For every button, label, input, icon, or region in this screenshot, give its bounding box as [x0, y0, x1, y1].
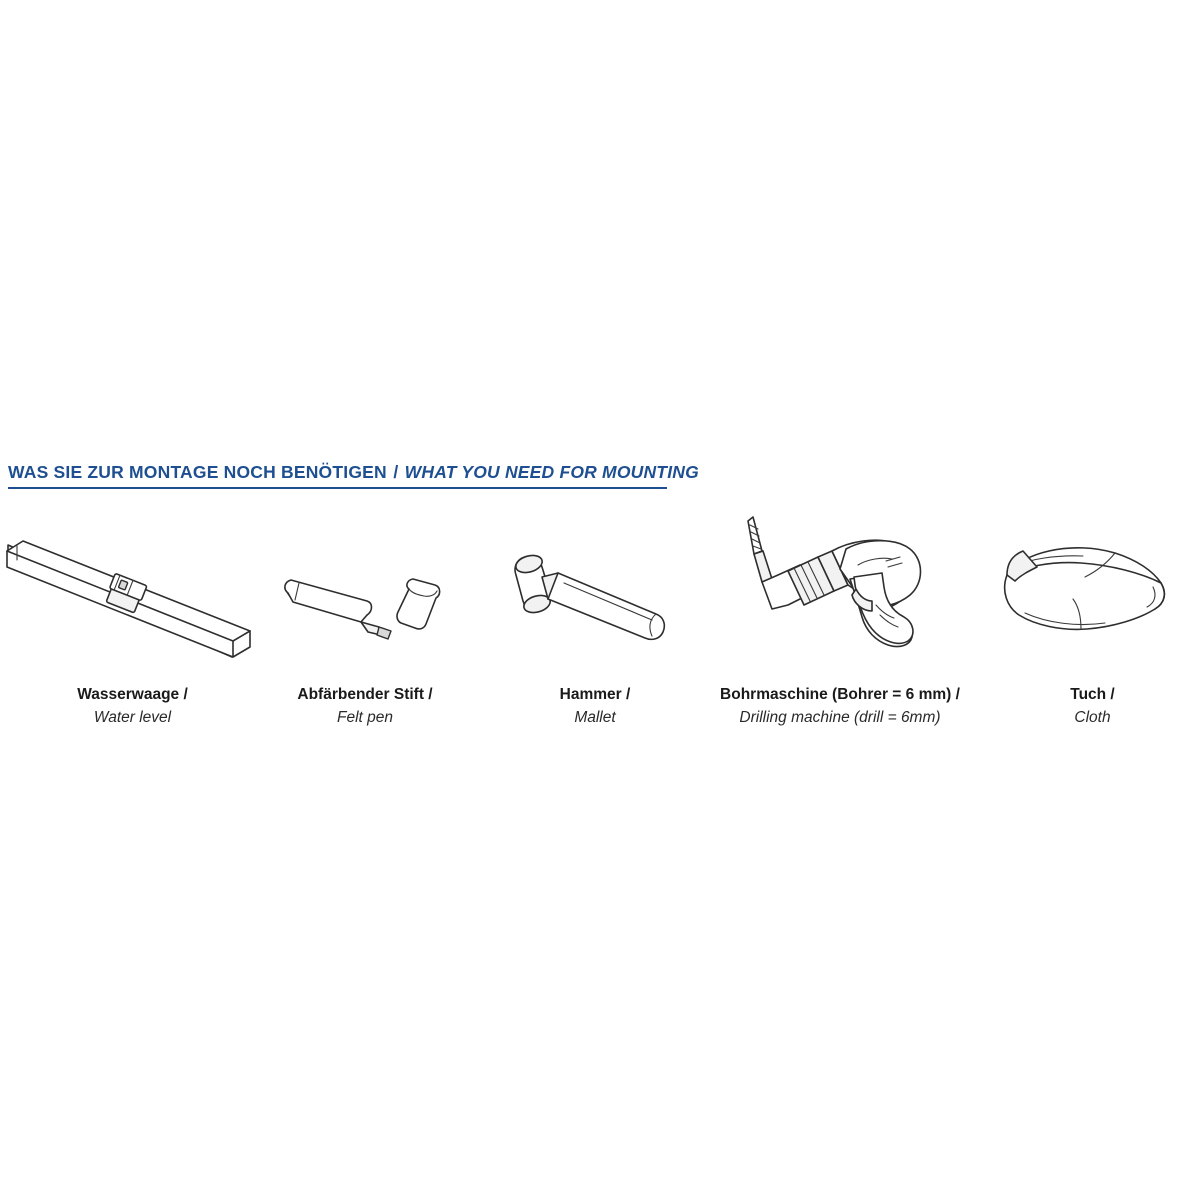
- mallet-icon: [480, 505, 710, 665]
- spirit-level-icon: [0, 505, 265, 665]
- tool-label-de: Hammer /: [559, 686, 631, 703]
- tool-label-de: Bohrmaschine (Bohrer = 6 mm) /: [720, 686, 960, 703]
- cloth-icon: [985, 505, 1200, 665]
- tool-illustration: [700, 505, 980, 665]
- tool-caption: [77, 683, 188, 729]
- tool-illustration: [0, 505, 265, 665]
- felt-pen-icon: [255, 505, 475, 665]
- tool-caption: [297, 683, 432, 729]
- drill-icon: [700, 505, 980, 665]
- tool-label-en: Cloth: [1074, 709, 1111, 726]
- tools-list: [0, 505, 1200, 745]
- tool-label-en: Water level: [93, 709, 172, 726]
- tool-label-de: Wasserwaage /: [77, 686, 188, 703]
- tool-illustration: [480, 505, 710, 665]
- tool-item-water-level: [0, 505, 265, 726]
- tool-label-de: Abfärbender Stift /: [297, 686, 433, 703]
- heading-divider: [8, 487, 667, 489]
- tool-illustration: [255, 505, 475, 665]
- tool-caption: [1070, 683, 1115, 729]
- tool-label-de: Tuch /: [1070, 686, 1115, 703]
- tool-label-en: Mallet: [574, 709, 616, 726]
- section-heading-de: WAS SIE ZUR MONTAGE NOCH BENÖTIGEN: [8, 462, 387, 482]
- tool-item-felt-pen: [255, 505, 475, 726]
- section-heading: [8, 462, 1188, 483]
- tool-label-en: Drilling machine (drill = 6mm): [739, 709, 941, 726]
- tool-item-mallet: [480, 505, 710, 726]
- tool-caption: [720, 683, 960, 729]
- tool-item-cloth: [985, 505, 1200, 726]
- tool-item-drilling-machine: [700, 505, 980, 726]
- tool-label-en: Felt pen: [336, 709, 394, 726]
- tool-caption: [560, 683, 631, 729]
- section-heading-separator: /: [393, 462, 399, 482]
- section-heading-en: WHAT YOU NEED FOR MOUNTING: [404, 462, 699, 482]
- tool-illustration: [985, 505, 1200, 665]
